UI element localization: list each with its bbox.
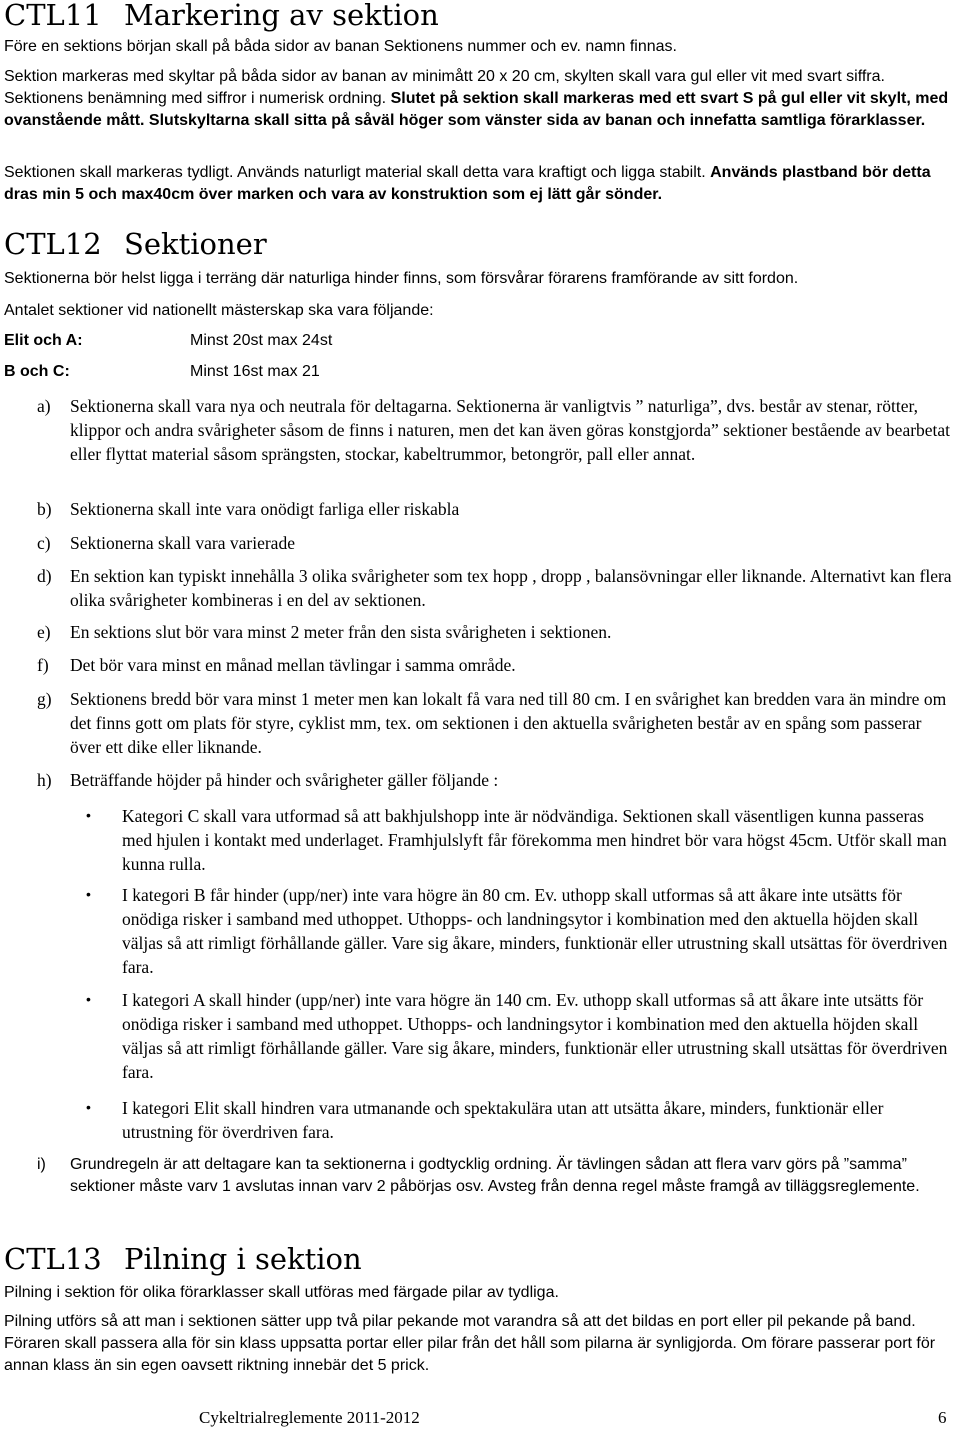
section-title: Markering av sektion <box>124 0 439 32</box>
section-title: Sektioner <box>124 227 267 261</box>
paragraph-text-bold: Slutet på sektion skall markeras med ett svart S på gul eller vit skylt, med ovanstående mått. Slutskyltarna skall sitta på såväl höger som vänster sida av banan och innefatta samtliga förarklasser. <box>4 90 949 129</box>
list-item-label: f) <box>37 655 49 675</box>
list-item-text: Grundregeln är att deltagare kan ta sektionerna i godtycklig ordning. Är tävlingen sådan att flera varv görs på ”samma” sektioner måste varv 1 avslutas innan varv 2 påbörjas osv. Avsteg från denna regel måste framgå av tilläggsreglemente. <box>70 1156 920 1195</box>
list-item-label: i) <box>37 1156 46 1173</box>
class-label: Elit och A: <box>4 332 83 349</box>
paragraph: Pilning utförs så att man i sektionen sätter upp två pilar pekande mot varandra så att det bildas en port eller pil pekande på band. Föraren skall passera alla för sin klass uppsatta portar eller pilar från det håll som pilarna är synligjorda. Om förare passerar port för annan klass än sin egen oavsett riktning innebär det 5 prick. <box>4 1313 936 1374</box>
list-item-text: Sektionens bredd bör vara minst 1 meter men kan lokalt få vara ned till 80 cm. I en svårighet kan bredden vara än mindre om det finns gott om plats för styre, cyklist mm, tex. om sektionen i den aktuella svårigheten består av en spång som passerar över ett dike eller liknande. <box>70 689 947 757</box>
list-item-text: Beträffande höjder på hinder och svårigheter gäller följande : <box>70 770 499 790</box>
bullet-item-text: I kategori A skall hinder (upp/ner) inte vara högre än 140 cm. Ev. uthopp skall utformas så att åkare inte utsätts för onödiga risker i samband med uthoppet. Uthopps- och landningsytor i kombination med den aktuella höjden skall väljas så att rimligt förhållande gäller. Vare sig åkare, minders, funktionär eller utrustning skall utsättas för överdriven fara. <box>122 990 948 1082</box>
list-item-text: Sektionerna skall vara varierade <box>70 533 295 553</box>
paragraph: Före en sektions början skall på båda sidor av banan Sektionens nummer och ev. namn finnas. <box>4 38 677 55</box>
paragraph <box>4 66 954 132</box>
paragraph <box>4 162 954 206</box>
section-number: CTL11 <box>4 0 102 32</box>
list-item-label: c) <box>37 533 51 553</box>
paragraph-text-bold: Används plastband bör detta dras min 5 och max40cm över marken och vara av konstruktion som ej lätt går sönder. <box>4 164 931 203</box>
page-number: 6 <box>938 1408 947 1427</box>
paragraph: Antalet sektioner vid nationellt mästerskap ska vara följande: <box>4 302 434 319</box>
bullet-item-text: I kategori B får hinder (upp/ner) inte vara högre än 80 cm. Ev. uthopp skall utformas så att åkare inte utsätts för onödiga risker i samband med uthoppet. Uthopps- och landningsytor i kombination med den aktuella höjden skall väljas så att rimligt förhållande gäller. Vare sig åkare, minders, funktionär eller utrustning skall utsättas för överdriven fara. <box>122 885 948 977</box>
paragraph-text: Sektionen skall markeras tydligt. Används naturligt material skall detta vara kraftigt och ligga stabilt. <box>4 164 706 181</box>
section-title: Pilning i sektion <box>124 1242 362 1276</box>
list-item-label: d) <box>37 566 52 586</box>
list-item-text: En sektions slut bör vara minst 2 meter från den sista svårigheten i sektionen. <box>70 622 612 642</box>
paragraph: Sektionerna bör helst ligga i terräng där naturliga hinder finns, som försvårar förarens framförande av sitt fordon. <box>4 270 799 287</box>
bullet-icon: • <box>86 1099 91 1115</box>
list-item-label: g) <box>37 689 52 709</box>
section-number: CTL13 <box>4 1242 102 1276</box>
list-item-text: En sektion kan typiskt innehålla 3 olika svårigheter som tex hopp , dropp , balansövningar eller liknande. Alternativt kan flera olika svårigheter kombineras i en del av sektionen. <box>70 566 952 610</box>
class-value: Minst 16st max 21 <box>190 363 320 380</box>
list-item-text: Sektionerna skall vara nya och neutrala för deltagarna. Sektionerna är vanligtvis ” naturliga”, dvs. består av stenar, rötter, klippor och andra svårigheter såsom de finns i naturen, men det kan även göras konstgjorda” sektioner bestående av bearbetat eller flyttat material såsom sprängsten, stockar, kabeltrummor, betongrör, pall eller annat. <box>70 396 951 464</box>
bullet-icon: • <box>86 807 91 823</box>
list-item-label: b) <box>37 499 52 519</box>
bullet-icon: • <box>86 886 91 902</box>
list-item-text: Sektionerna skall inte vara onödigt farliga eller riskabla <box>70 499 460 519</box>
paragraph-text: Sektion markeras med skyltar på båda sidor av banan av minimått 20 x 20 cm, skylten skall vara gul eller vit med svart siffra. Sektionens benämning med siffror i numerisk ordning. <box>4 68 885 107</box>
bullet-item-text: Kategori C skall vara utformad så att bakhjulshopp inte är nödvändiga. Sektionen skall väsentligen kunna passeras med hjulen i kontakt med underlaget. Framhjulslyft får förekomma men hindret bör vara högst 45cm. Utför skall man kunna rulla. <box>122 806 947 874</box>
class-value: Minst 20st max 24st <box>190 332 333 349</box>
list-item-label: a) <box>37 396 51 416</box>
footer-title: Cykeltrialreglemente 2011-2012 <box>199 1408 420 1427</box>
section-number: CTL12 <box>4 227 102 261</box>
list-item-label: e) <box>37 622 51 642</box>
paragraph: Pilning i sektion för olika förarklasser skall utföras med färgade pilar av tydliga. <box>4 1284 559 1301</box>
list-item-text: Det bör vara minst en månad mellan tävlingar i samma område. <box>70 655 516 675</box>
bullet-icon: • <box>86 991 91 1007</box>
class-label: B och C: <box>4 363 70 380</box>
list-item-label: h) <box>37 770 52 790</box>
bullet-item-text: I kategori Elit skall hindren vara utmanande och spektakulära utan att utsätta åkare, minders, funktionär eller utrustning för överdriven fara. <box>122 1098 884 1142</box>
